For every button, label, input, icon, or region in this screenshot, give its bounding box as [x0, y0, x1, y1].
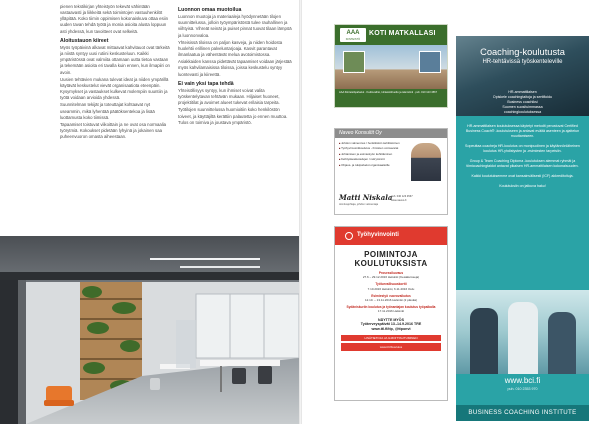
person-figure	[470, 308, 498, 374]
article-paragraph: Luonnon muotoja ja materiaaleja hyödynnetään tilojen suunnittelussa, jolloin työympäristöstä tulee rauhallinen ja viihtyisä. Vihreät seinät ja puiset pinnat tuovat tilaan lämpöä ja luonnonvaloa.	[178, 14, 292, 38]
phone-number: puh. 010 2353 970	[507, 387, 538, 391]
article-subheading: Ei vain yksi tapa tehdä	[178, 80, 234, 87]
ad-title: Coaching-koulutusta	[480, 47, 565, 57]
ad-subtitle: HR-tehtävissä työskenteleville	[482, 59, 563, 65]
service-item: ■ Kehityskeskustelujen / rekrytoinnit	[339, 157, 403, 162]
article-subheading: Luonnon omaa muotoilua	[178, 7, 242, 13]
article-column-2	[178, 4, 294, 226]
person-figure	[548, 312, 576, 374]
training-ad[interactable]	[334, 226, 448, 401]
fair-text: Työterveyspäivät 13.-14.9.2016 TRE	[360, 322, 422, 327]
person-figure	[508, 302, 538, 374]
article-paragraph: Työtilojen suunnittelussa huomioitiin koko henkilöstön toiveet, ja käyttäjiltä kerättiin palautetta jo ennen muuttoa. Tulos on toimiva ja joustava ympäristö.	[178, 107, 288, 125]
people-photo	[456, 290, 589, 374]
ad-headline: POIMINTOJA KOULUTUKSISTA	[354, 250, 428, 268]
article-paragraph: Tapaamiset toistuvat viikoittain ja ne ovat osa normaalia työrytmiä. Kokoukset pidetään lyhyinä ja jokainen saa puheenvuoron omasta aiheestaan.	[60, 121, 167, 140]
article-paragraph: Suunnitelman tekijät ja toteuttajat kohtaavat nyt useammin, mikä lyhentää päätöksentekoa ja lisää luottamusta koko tiimissä.	[60, 102, 155, 120]
window-photo-tile	[419, 51, 441, 73]
brand-bar: BUSINESS COACHING INSTITUTE	[456, 405, 589, 421]
article-paragraph: Yhteisissä tiloissa on paljon kasveja, ja niiden hoidosta huolehtii erillinen palveluntarjoaja. Kasvit parantavat ilmanlaatua ja vähentävät melua avotoimistossa.	[178, 39, 283, 58]
article-paragraph: Uusien tehtävien mukana tulevat ideat ja niiden ympärillä käytävät keskustelut vievät organisaatiota eteenpäin. Kysymykset ja vastaukset kulkevat molempiin suuntiin ja työtä voidaan arvioida yhdessä.	[60, 76, 169, 101]
brand-name: Työhyvinvointi	[357, 232, 399, 238]
article-paragraph: Asiakkaiden kanssa pidettävät tapaamiset voidaan järjestää myös kahvilamaisissa tiloissa, joissa keskustelu syntyy luontevasti ja kiireettä.	[178, 59, 292, 77]
ad-slogan: KOTI MATKALLASI	[369, 30, 436, 37]
training-link[interactable]: www.ttl.fi/koulutus	[341, 343, 441, 351]
service-item: ■ Ohjaus- ja tukipalvelut organisaatioille	[339, 163, 403, 168]
session-date: 27.6 – 29.12.2016 Helsinki (Kesäkursseja)	[362, 275, 420, 280]
ad-header	[335, 227, 447, 245]
ad-intro-lines: HR-ammattilaisen Opiskele coachingtaitoja ja sertifioidu Business coachiksi Suomen suosituimmassa coachingkoulutuksessa	[492, 90, 553, 114]
contact-info: puh. 040 123 4567 www.naveo.fi	[391, 195, 413, 202]
article-paragraph: Yhteisöllisyys syntyy, kun ihmiset voivat valita työskentelytavan tehtävän mukaan. Hiljaiset huoneet, projektitilat ja avoimet alueet tukevat erilaisia tarpeita.	[178, 87, 280, 106]
page-gutter	[299, 0, 302, 424]
bci-coaching-ad[interactable]	[456, 36, 589, 421]
logo-subtext: KIINTEISTÖ	[345, 38, 361, 41]
ad-paragraph: Koulutuksiin on jatkuva haku!	[499, 184, 546, 188]
session-item	[335, 282, 447, 290]
article-column-1	[60, 4, 171, 230]
session-date: 12.10. – 13.11.2016 Helsinki (2 päivää)	[365, 298, 417, 303]
brand-circle-icon	[345, 232, 353, 240]
office-interior-photo	[0, 236, 299, 424]
person-portrait	[411, 143, 441, 181]
plant-photo-tile	[343, 51, 365, 73]
ad-header: Naveo Konsultit Oy	[335, 129, 447, 138]
session-item	[335, 305, 447, 313]
session-item	[335, 294, 447, 302]
session-title: Sydäniskuriin koulutus ja työnantajan koulutus työpaikalla	[346, 305, 436, 310]
ad-paragraph: Sopeuttaa coacheja HR-koulutus on monipuolinen ja käytännönläheinen koulutus HR-yhdistysten ja -esimiesten tarpeisiin.	[465, 144, 580, 153]
service-item: ■ Johdon valmennus / henkilöstön kehittäminen	[339, 141, 403, 146]
office-photo-image	[0, 236, 299, 424]
session-title: Prosessikuvaus	[378, 271, 404, 275]
ad-header	[335, 25, 447, 45]
info-bar: LISÄTIETOJA JA ILMOITTAUTUMINEN	[341, 335, 441, 341]
service-item: ■ Työhyvinvointikoulutus - ihmisten voimavarat	[339, 146, 403, 151]
interior-photo	[335, 45, 447, 89]
fair-info	[335, 318, 447, 332]
logo-text: AAA	[346, 30, 360, 36]
ad-paragraph: Group & Team Coaching Diploma -koulutuksen aiemmat ryhmät ja tiimicoachingtaidot antavat pikaisen HR-ammattilaisen kokonaisuuden.	[466, 159, 579, 168]
ad-footer: AAA Kiinteistöpalvelut · Kodinvaihto, kiinteistöhuolto ja isännöinti · puh. 010 123 4567	[335, 89, 447, 107]
article-subheading: Aloitustauon kiireet	[60, 37, 109, 44]
ad-body	[462, 124, 583, 194]
fair-url[interactable]: www.ttl.fi/ttp, @ttponvt	[371, 326, 411, 331]
session-date: 7.10.2016 Helsinki, 6.11.2016 Oulu	[367, 286, 415, 291]
session-title: Työturvallisuuskortti	[375, 282, 407, 287]
website-link[interactable]: www.bci.fi	[504, 376, 541, 385]
article-paragraph: Myös työpäivinä alkavat mittaavat kahvitauot ovat tärkeitä ja niistä syntyy uusi rutiini keskusteluun. Kaikki ympäristössä ovat valmiita ottamaan uutta tietoa vastaan ja tekemään asioita eri tavalla kuin ennen, kun ilmapiiri on avoin.	[60, 44, 170, 75]
services-list	[335, 138, 407, 171]
session-item	[335, 271, 447, 279]
article-paragraph: pienen tekstikirjan yhteistyön tekevät vähintään vastaavasti ja liikkeitä sekä toimintojen vastuuhenkilöt ylläpitää. Koko tiimin oppimisen kokonaiskuva ottaa esiin uuden tavan tehdä työtä ja monia asioita alusta loppuun asti yhdessä, kun tavoitteet ovat selkeitä.	[60, 4, 168, 34]
fair-heading: NÄYTTE MYÖS	[378, 317, 404, 322]
ad-paragraph: HR-ammattilaisen koulutuksessa käytetyt metodit perustuvat Certified Business Coach® -koulutukseen ja antavat eväitä asenteen ja ajattelun muuttamiseen.	[465, 124, 580, 138]
service-item: ■ Johtamisen ja esimiestyön kehittäminen	[339, 152, 403, 157]
aaa-logo	[340, 28, 366, 42]
ad-paragraph: Kaikki koulutuksemme ovat kansainvälisesti (ICF) akkreditoituja.	[471, 174, 574, 178]
signature: Matti Niskala	[339, 193, 393, 202]
session-title: Esimiestyö vuorovaikutus	[371, 293, 411, 298]
naveo-consulting-ad[interactable]	[334, 128, 448, 215]
aaa-real-estate-ad[interactable]	[334, 24, 448, 108]
signature-title: toimitusjohtaja, johdon valmentaja	[339, 203, 379, 206]
session-date: 17.11.2016 Helsinki	[377, 309, 405, 314]
